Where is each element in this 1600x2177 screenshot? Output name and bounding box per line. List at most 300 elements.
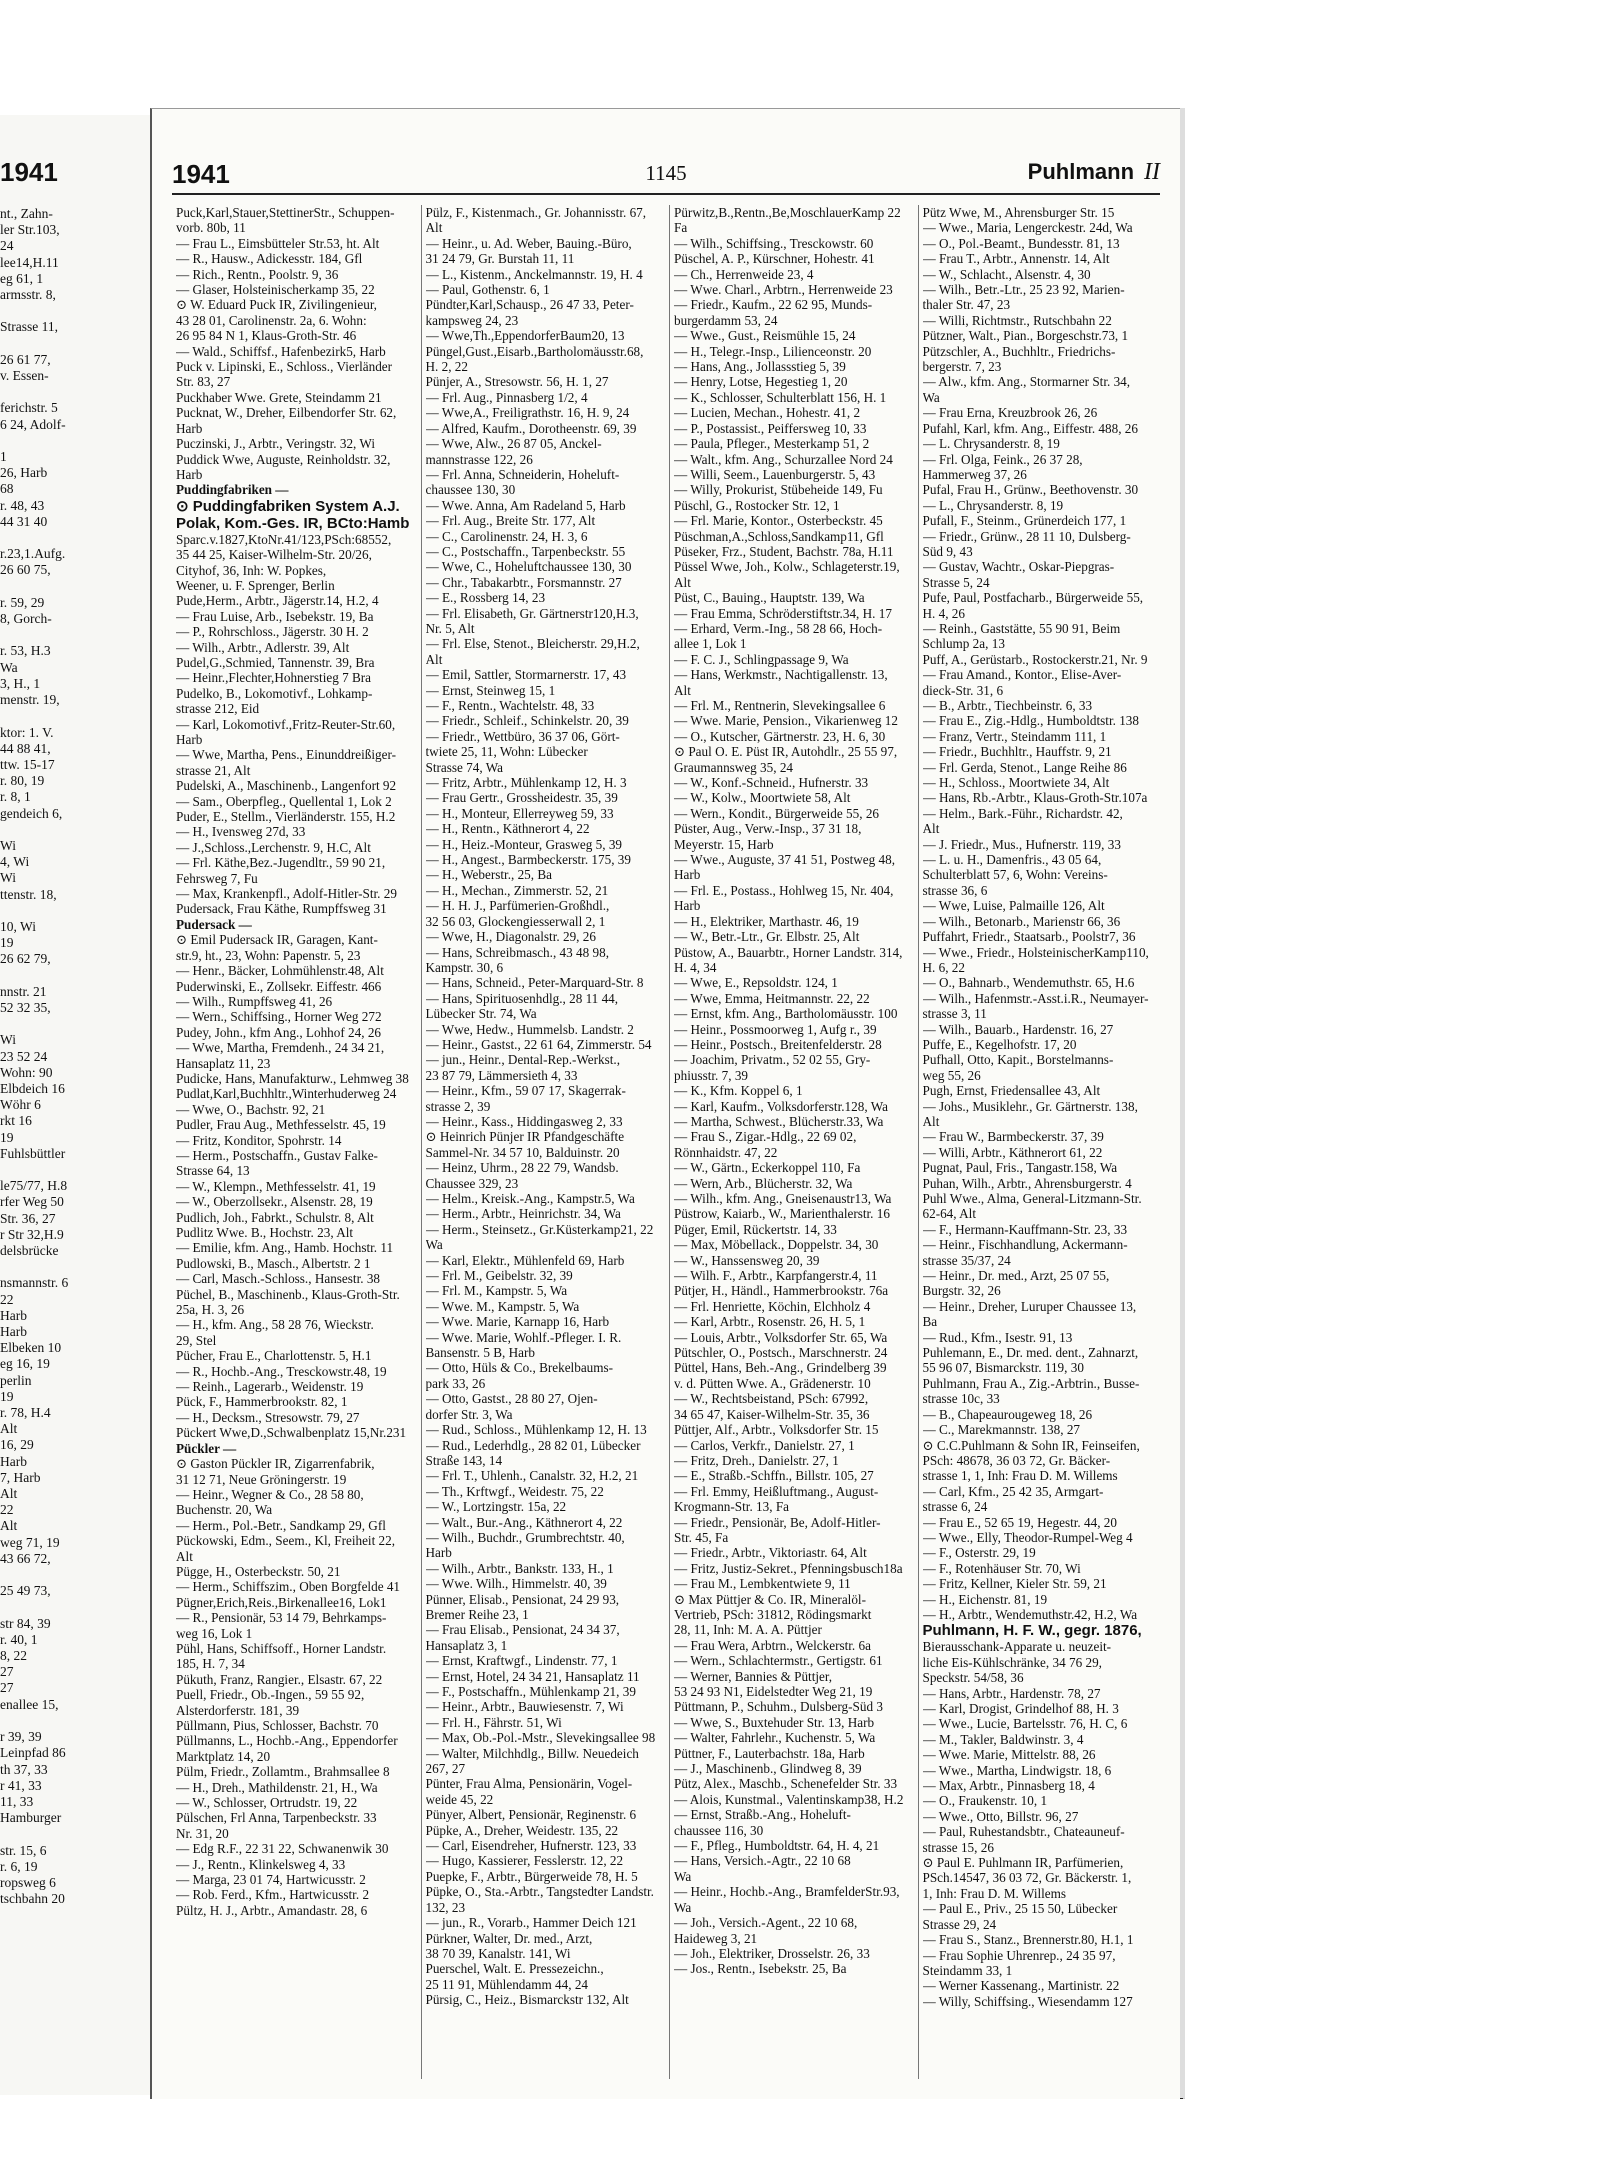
directory-entry: weg 55, 26 — [922, 1067, 981, 1083]
directory-entry: — Wilh., Betr.-Ltr., 25 23 92, Marien- — [922, 282, 1125, 298]
directory-entry: Pürkner, Walter, Dr. med., Arzt, — [425, 1930, 593, 1946]
directory-entry: Püger, Emil, Rückertstr. 14, 33 — [674, 1221, 837, 1237]
directory-entry: — R., Hausw., Adickesstr. 184, Gfl — [176, 251, 363, 267]
directory-entry: — Chr., Tabakarbtr., Forsmannstr. 27 — [425, 574, 622, 590]
directory-entry: — B., Arbtr., Tiechbeinstr. 6, 33 — [922, 698, 1093, 713]
directory-entry: PSch.14547, 36 03 72, Gr. Bäckerstr. 1, — [922, 1870, 1132, 1886]
page-number: 1145 — [645, 161, 687, 185]
fragment-line: r. 80, 19 — [0, 773, 45, 789]
directory-entry: — Frau Erna, Kreuzbrook 26, 26 — [922, 405, 1098, 421]
directory-entry: — L. u. H., Damenfris., 43 05 64, — [922, 852, 1102, 868]
column-4 — [918, 205, 1167, 2079]
fragment-line: r. 53, H.3 — [0, 643, 51, 659]
directory-entry: — Heinr., Possmoorweg 1, Aufg r., 39 — [674, 1021, 877, 1037]
directory-entry: — Wwe., Otto, Billstr. 96, 27 — [922, 1808, 1079, 1824]
directory-entry: — B., Chapeaurougeweg 18, 26 — [922, 1406, 1093, 1422]
directory-entry: strasse 212, Eid — [176, 701, 260, 717]
fragment-line: r 41, 33 — [0, 1777, 42, 1793]
directory-entry: — W., Kolw., Moortwiete 58, Alt — [674, 790, 851, 806]
fragment-line: 11, 33 — [0, 1793, 34, 1809]
directory-entry: — H., kfm. Ang., 58 28 76, Wieckstr. — [176, 1317, 374, 1333]
directory-entry: — H., Telegr.-Insp., Lilienceonstr. 20 — [674, 343, 872, 359]
directory-entry: — Hans, Rb.-Arbtr., Klaus-Groth-Str.107a — [922, 790, 1148, 806]
directory-entry: — C., Marekmannstr. 138, 27 — [922, 1422, 1081, 1438]
directory-entry: Püpke, O., Sta.-Arbtr., Tangstedter Landstr. — [425, 1884, 654, 1900]
directory-entry: Pügge, H., Osterbeckstr. 50, 21 — [176, 1563, 341, 1579]
directory-entry: Puerschel, Walt. E. Pressezeichn., — [425, 1961, 604, 1977]
directory-entry: Puczinski, J., Arbtr., Veringstr. 32, Wi — [176, 436, 375, 452]
directory-entry: — Heinr., Gastst., 22 61 64, Zimmerstr. 54 — [425, 1036, 652, 1052]
directory-entry: — Frau W., Barmbeckerstr. 37, 39 — [922, 1129, 1104, 1145]
directory-entry: — Wwe. Marie, Karnapp 16, Harb — [425, 1314, 610, 1330]
directory-entry: Ba — [922, 1314, 938, 1330]
directory-entry: Lübecker Str. 74, Wa — [425, 1006, 537, 1022]
directory-entry: — Ernst, Straßb.-Ang., Hoheluft- — [674, 1807, 851, 1823]
directory-entry: Sammel-Nr. 34 57 10, Balduinstr. 20 — [425, 1144, 620, 1160]
fragment-line: 7, Harb — [0, 1469, 41, 1485]
directory-entry: ⊙ W. Eduard Puck IR, Zivilingenieur, — [176, 297, 377, 313]
directory-entry: Pürwitz,B.,Rentn.,Be,MoschlauerKamp 22 — [674, 205, 901, 220]
directory-entry: 32 56 03, Glockengiesserwall 2, 1 — [425, 913, 606, 929]
directory-entry: — Wwe, Hedw., Hummelsb. Landstr. 2 — [425, 1021, 634, 1037]
directory-entry: Pück, F., Hammerbrookstr. 82, 1 — [176, 1394, 348, 1410]
directory-entry: — O., Pol.-Beamt., Bundesstr. 81, 13 — [922, 235, 1120, 251]
column-2 — [421, 205, 670, 2079]
directory-entry: Püschl, G., Rostocker Str. 12, 1 — [674, 497, 840, 513]
fragment-line: 27 — [0, 1680, 14, 1696]
directory-entry: — Wwe. Marie, Mittelstr. 88, 26 — [922, 1747, 1096, 1763]
directory-entry: — Herm., Schiffszim., Oben Borgfelde 41 — [176, 1579, 401, 1595]
directory-entry: Pugh, Ernst, Friedensallee 43, Alt — [922, 1083, 1101, 1099]
fragment-line — [0, 968, 158, 984]
fragment-line: ttw. 15-17 — [0, 756, 55, 772]
fragment-line: Alt — [0, 1518, 18, 1534]
directory-entry: — Frau E., Zig.-Hdlg., Humboldtstr. 138 — [922, 713, 1139, 729]
directory-entry: — Fritz, Justiz-Sekret., Pfenningsbusch18a — [674, 1560, 903, 1576]
directory-entry: Pütjer, H., Händl., Hammerbrookstr. 76a — [674, 1283, 889, 1299]
directory-entry: Alt — [674, 682, 691, 698]
directory-entry: Pülm, Friedr., Zollamtm., Brahmsallee 8 — [176, 1764, 390, 1780]
fragment-line — [0, 303, 158, 319]
directory-entry: — Edg R.F., 22 31 22, Schwanenwik 30 — [176, 1841, 389, 1857]
directory-page — [150, 108, 1183, 2099]
directory-entry: Meyerstr. 15, Harb — [674, 836, 774, 852]
directory-entry: — Frau E., 52 65 19, Hegestr. 44, 20 — [922, 1514, 1117, 1530]
directory-entry: — Paul, Gothenstr. 6, 1 — [425, 282, 550, 298]
directory-entry: Str. 83, 27 — [176, 374, 231, 390]
directory-entry: — Helm., Kreisk.-Ang., Kampstr.5, Wa — [425, 1191, 635, 1206]
fragment-line: 27 — [0, 1664, 14, 1680]
directory-entry: — Friedr., Wettbüro, 36 37 06, Gört- — [425, 728, 620, 744]
directory-entry: liche Eis-Kühlschränke, 34 76 29, — [922, 1654, 1102, 1670]
fragment-line: 26 62 79, — [0, 951, 51, 967]
directory-entry: — Wwe., Auguste, 37 41 51, Postweg 48, — [674, 852, 896, 868]
fragment-line: 23 52 24 — [0, 1048, 48, 1064]
directory-entry: — Karl, Drogist, Grindelhof 88, H. 3 — [922, 1701, 1119, 1716]
fragment-line: nsmannstr. 6 — [0, 1275, 69, 1291]
directory-entry: — Paul E., Priv., 25 15 50, Lübecker — [922, 1901, 1118, 1917]
directory-entry: thaler Str. 47, 23 — [922, 297, 1011, 313]
directory-entry: Pudicke, Hans, Manufakturw., Lehmweg 38 — [176, 1070, 409, 1086]
entry-columns — [172, 205, 1166, 2079]
directory-entry: — W., Schlosser, Ortrudstr. 19, 22 — [176, 1795, 358, 1811]
fragment-line: Wa — [0, 659, 18, 675]
directory-entry: — Wwe. Marie, Pension., Vikarienweg 12 — [674, 713, 898, 729]
directory-entry: — Frau Amand., Kontor., Elise-Aver- — [922, 667, 1122, 683]
directory-entry: — Reinh., Gaststätte, 55 90 91, Beim — [922, 620, 1121, 636]
fragment-line: 22 — [0, 1502, 14, 1518]
directory-entry: Schlump 2a, 13 — [922, 636, 1005, 652]
directory-entry: — Frl. Aug., Breite Str. 177, Alt — [425, 513, 596, 529]
directory-entry: — Frau S., Zigar.-Hdlg., 22 69 02, — [674, 1129, 857, 1145]
directory-entry: Straße 143, 14 — [425, 1452, 503, 1468]
directory-entry: — Herm., Arbtr., Heinrichstr. 34, Wa — [425, 1206, 621, 1222]
directory-entry: — Rud., Schloss., Mühlenkamp 12, H. 13 — [425, 1422, 647, 1438]
fragment-line: r. 8, 1 — [0, 789, 31, 805]
directory-entry: Wa — [425, 1237, 443, 1253]
fragment-line: th 37, 33 — [0, 1761, 48, 1777]
directory-entry: Pünter, Frau Alma, Pensionärin, Vogel- — [425, 1776, 633, 1792]
directory-entry: — Willi, Richtmstr., Rutschbahn 22 — [922, 312, 1112, 328]
directory-entry: chaussee 130, 30 — [425, 482, 516, 498]
directory-entry: — Frl. Anna, Schneiderin, Hoheluft- — [425, 466, 620, 482]
directory-entry: — Ch., Herrenweide 23, 4 — [674, 266, 814, 282]
directory-entry: Harb — [674, 898, 701, 914]
fragment-line: delsbrücke — [0, 1243, 59, 1258]
directory-entry: Pufall, F., Steinm., Grünerdeich 177, 1 — [922, 513, 1127, 529]
directory-entry: Püschel, A. P., Kürschner, Hohestr. 41 — [674, 251, 875, 267]
directory-entry: — Heinr., Arbtr., Bauwiesenstr. 7, Wi — [425, 1699, 624, 1715]
directory-entry: — Carl, Kfm., 25 42 35, Armgart- — [922, 1483, 1104, 1499]
fragment-line: 19 — [0, 935, 14, 951]
directory-entry: — F., Osterstr. 29, 19 — [922, 1545, 1036, 1561]
directory-entry: — Wald., Schiffsf., Hafenbezirk5, Harb — [176, 343, 386, 359]
fragment-line: Wi — [0, 1032, 16, 1048]
directory-entry: — H., Elektriker, Marthastr. 46, 19 — [674, 913, 859, 929]
fragment-line: Alt — [0, 1421, 18, 1437]
directory-entry: — E., Rossberg 14, 23 — [425, 590, 546, 606]
directory-entry: — H., Monteur, Ellerreyweg 59, 33 — [425, 805, 614, 821]
directory-entry: 29, Stel — [176, 1332, 217, 1348]
directory-entry: Pündter,Karl,Schausp., 26 47 33, Peter- — [425, 297, 634, 313]
directory-entry: — Frl. Emmy, Heißluftmang., August- — [674, 1483, 879, 1499]
directory-entry: Püngel,Gust.,Eisarb.,Bartholomäusstr.68, — [425, 343, 644, 359]
directory-entry: — Heinr., Hochb.-Ang., BramfelderStr.93, — [674, 1884, 900, 1900]
directory-entry: — Frau L., Eimsbütteler Str.53, ht. Alt — [176, 235, 380, 251]
directory-entry: — Heinr., Fischhandlung, Ackermann- — [922, 1237, 1128, 1253]
directory-entry: — Frau M., Lembkentwiete 9, 11 — [674, 1576, 851, 1592]
fragment-line: Harb — [0, 1307, 27, 1323]
fragment-line: gendeich 6, — [0, 805, 63, 821]
directory-entry: PSch: 48678, 36 03 72, Gr. Bäcker- — [922, 1452, 1111, 1468]
directory-entry: — W., Lortzingstr. 15a, 22 — [425, 1499, 567, 1515]
directory-entry: Pütz Wwe, M., Ahrensburger Str. 15 — [922, 205, 1115, 220]
directory-entry: — F., Pfleg., Humboldtstr. 64, H. 4, 21 — [674, 1838, 880, 1854]
fragment-line — [0, 1599, 158, 1615]
directory-entry: H. 4, 26 — [922, 605, 965, 621]
directory-entry: — F., Rentn., Wachtelstr. 48, 33 — [425, 698, 595, 713]
directory-entry: — Frl. M., Rentnerin, Slevekingsallee 6 — [674, 698, 886, 713]
directory-entry: — Walt., Bur.-Ang., Käthnerort 4, 22 — [425, 1514, 623, 1530]
directory-entry: — Louis, Arbtr., Volksdorfer Str. 65, Wa — [674, 1329, 888, 1345]
directory-entry: — H., Decksm., Stresowstr. 79, 27 — [176, 1409, 360, 1425]
directory-entry: — Wwe, Luise, Palmaille 126, Alt — [922, 898, 1105, 914]
directory-entry: Püttmann, P., Schuhm., Dulsberg-Süd 3 — [674, 1699, 883, 1715]
directory-entry: Püpke, A., Dreher, Weidestr. 135, 22 — [425, 1822, 619, 1838]
directory-entry: — Emilie, kfm. Ang., Hamb. Hochstr. 11 — [176, 1240, 394, 1256]
directory-entry: Pückowski, Edm., Seem., Kl, Freiheit 22, — [176, 1533, 396, 1549]
directory-entry: — H., Rentn., Käthnerort 4, 22 — [425, 821, 590, 837]
directory-entry: — Carl, Eisendreher, Hufnerstr. 123, 33 — [425, 1838, 637, 1854]
fragment-line: 52 32 35, — [0, 999, 51, 1015]
directory-entry: — H., Heiz.-Monteur, Grasweg 5, 39 — [425, 836, 623, 852]
directory-entry: — Fritz, Konditor, Spohrstr. 14 — [176, 1132, 342, 1148]
directory-entry: — Karl, Lokomotivf.,Fritz-Reuter-Str.60, — [176, 716, 396, 732]
directory-entry: — Wwe, Martha, Pens., Einunddreißiger- — [176, 747, 396, 763]
directory-entry: — Wwe, O., Bachstr. 92, 21 — [176, 1101, 326, 1117]
fragment-line: 8, Gorch- — [0, 611, 52, 627]
directory-entry: Nr. 5, Alt — [425, 620, 475, 636]
column-1 — [172, 205, 421, 2079]
fragment-line: str. 15, 6 — [0, 1842, 47, 1858]
fragment-line: r. 59, 29 — [0, 594, 45, 610]
directory-entry: strasse 3, 11 — [922, 1006, 987, 1022]
directory-entry: — Carl, Masch.-Schloss., Hansestr. 38 — [176, 1271, 381, 1287]
directory-entry: Pufal, Frau H., Grünw., Beethovenstr. 30 — [922, 482, 1139, 498]
directory-entry: — W., Rechtsbeistand, PSch: 67992, — [674, 1391, 869, 1407]
directory-entry: Pützschler, A., Buchhltr., Friedrichs- — [922, 343, 1116, 359]
directory-entry: Puddingfabriken — — [176, 482, 289, 498]
directory-entry: — Wwe. Anna, Am Radeland 5, Harb — [425, 497, 626, 513]
directory-entry: Pufahl, Karl, kfm. Ang., Eiffestr. 488, 26 — [922, 420, 1138, 436]
directory-entry: — Gustav, Wachtr., Oskar-Piepgras- — [922, 559, 1115, 575]
directory-entry: — Fritz, Dreh., Danielstr. 27, 1 — [674, 1452, 839, 1468]
directory-entry: — Wilh., kfm. Ang., Gneisenaustr13, Wa — [674, 1191, 892, 1206]
directory-entry: Pudelski, A., Maschinenb., Langenfort 92 — [176, 778, 397, 794]
directory-entry: — Frau Sophie Uhrenrep., 24 35 97, — [922, 1947, 1116, 1963]
directory-entry: ⊙ Emil Pudersack IR, Garagen, Kant- — [176, 932, 378, 948]
directory-entry: — Frl. Henriette, Köchin, Elchholz 4 — [674, 1298, 871, 1314]
fragment-line — [0, 1162, 158, 1178]
directory-entry: — Wilh., Schiffsing., Tresckowstr. 60 — [674, 235, 874, 251]
fragment-line: ropsweg 6 — [0, 1874, 56, 1890]
fragment-line: perlin — [0, 1372, 32, 1388]
directory-entry: Wa — [674, 1899, 692, 1915]
directory-entry: ⊙ Gaston Pückler IR, Zigarrenfabrik, — [176, 1456, 375, 1472]
fragment-line: 26 61 77, — [0, 351, 51, 367]
fragment-line: 19 — [0, 1129, 14, 1145]
directory-entry: Pütschler, O., Postsch., Marschnerstr. 24 — [674, 1345, 888, 1361]
directory-entry: Harb — [425, 1545, 452, 1561]
directory-entry: — H., Arbtr., Wendemuthstr.42, H.2, Wa — [922, 1606, 1138, 1622]
directory-entry: Alt — [176, 1548, 193, 1564]
directory-entry: Pudersack — — [176, 916, 252, 932]
fragment-line — [0, 1259, 158, 1275]
directory-entry: Puck v. Lipinski, E., Schloss., Vierländer — [176, 359, 393, 375]
directory-entry: — Paul, Ruhestandsbtr., Chateauneuf- — [922, 1824, 1125, 1840]
fragment-line: armsstr. 8, — [0, 287, 56, 303]
column-3 — [669, 205, 918, 2079]
directory-entry: — Friedr., Buchhltr., Hauffstr. 9, 21 — [922, 744, 1112, 760]
directory-entry: kampsweg 24, 23 — [425, 312, 519, 328]
directory-entry: Pufe, Paul, Postfacharb., Bürgerweide 55, — [922, 590, 1144, 606]
directory-entry: strasse 21, Alt — [176, 762, 251, 778]
directory-entry: Puhlmann, H. F. W., gegr. 1876, — [922, 1622, 1142, 1640]
directory-entry: Püttjer, Alf., Arbtr., Volksdorfer Str. 15 — [674, 1422, 879, 1438]
directory-entry: 28, 11, Inh: M. A. A. Püttjer — [674, 1622, 822, 1638]
fragment-line — [0, 1567, 158, 1583]
directory-entry: weide 45, 22 — [425, 1791, 494, 1807]
directory-entry: — Wilh., Arbtr., Bankstr. 133, H., 1 — [425, 1560, 614, 1576]
directory-entry: Fehrsweg 7, Fu — [176, 870, 258, 886]
directory-entry: — P., Postassist., Peiffersweg 10, 33 — [674, 420, 867, 436]
directory-entry: Pudersack, Frau Käthe, Rumpffsweg 31 — [176, 901, 387, 917]
directory-entry: Sparc.v.1827,KtoNr.41/123,PSch:68552, — [176, 531, 392, 547]
directory-entry: Puder, E., Stellm., Vierländerstr. 155, H.2 — [176, 809, 396, 825]
directory-entry: — Friedr., Schleif., Schinkelstr. 20, 39 — [425, 713, 629, 729]
directory-entry: v. d. Pütten Wwe. A., Grädenerstr. 10 — [674, 1375, 871, 1391]
directory-entry: — Frau Luise, Arb., Isebekstr. 19, Ba — [176, 608, 374, 624]
directory-entry: — O., Bahnarb., Wendemuthstr. 65, H.6 — [922, 975, 1135, 991]
fragment-line — [0, 708, 158, 724]
directory-entry: Graumannsweg 35, 24 — [674, 759, 794, 775]
directory-entry: — Wwe,Th.,EppendorferBaum20, 13 — [425, 328, 625, 344]
fragment-line: str 84, 39 — [0, 1615, 51, 1631]
directory-entry: Puckhaber Wwe. Grete, Steindamm 21 — [176, 389, 382, 405]
directory-entry: — Friedr., Kaufm., 22 62 95, Munds- — [674, 297, 873, 313]
directory-entry: — Willi, Seem., Lauenburgerstr. 5, 43 — [674, 466, 876, 482]
directory-entry: Pudey, John., kfm Ang., Lohhof 24, 26 — [176, 1024, 382, 1040]
directory-entry: — Frl. M., Kampstr. 5, Wa — [425, 1283, 568, 1299]
directory-entry: Kampstr. 30, 6 — [425, 959, 504, 975]
fragment-line: Elbdeich 16 — [0, 1080, 65, 1096]
directory-entry: — Sam., Oberpfleg., Quellental 1, Lok 2 — [176, 793, 392, 809]
directory-entry: 53 24 93 N1, Eidelstedter Weg 21, 19 — [674, 1684, 873, 1699]
directory-entry: — Wwe. Marie, Wohlf.-Pfleger. I. R. — [425, 1329, 622, 1345]
directory-entry: Puff, A., Gerüstarb., Rostockerstr.21, Nr. 9 — [922, 651, 1148, 667]
directory-entry: — Wwe., Friedr., HolsteinischerKamp110, — [922, 944, 1149, 960]
directory-entry: — J.,Schloss.,Lerchenstr. 9, H.C, Alt — [176, 839, 371, 855]
directory-entry: strasse 1, 1, Inh: Frau D. M. Willems — [922, 1468, 1118, 1484]
fragment-line: ferichstr. 5 — [0, 400, 58, 416]
directory-entry: — Walter, Milchhdlg., Billw. Neuedeich — [425, 1745, 639, 1761]
directory-entry: — H., Weberstr., 25, Ba — [425, 867, 553, 883]
fragment-line: tschbahn 20 — [0, 1891, 65, 1907]
fragment-line: 68 — [0, 481, 14, 497]
directory-entry: park 33, 26 — [425, 1375, 486, 1391]
directory-entry: Pudelko, B., Lokomotivf., Lohkamp- — [176, 685, 373, 701]
directory-entry: — C., Postschaffn., Tarpenbeckstr. 55 — [425, 543, 626, 559]
directory-entry: — Fritz, Kellner, Kieler Str. 59, 21 — [922, 1576, 1107, 1592]
directory-entry: Pünyer, Albert, Pensionär, Reginenstr. 6 — [425, 1807, 637, 1823]
fragment-line: 6 24, Adolf- — [0, 416, 66, 432]
directory-entry: H. 4, 34 — [674, 959, 717, 975]
directory-entry: — Herm., Steinsetz., Gr.Küsterkamp21, 22 — [425, 1221, 654, 1237]
directory-entry: — Wwe., Gust., Reismühle 15, 24 — [674, 328, 856, 344]
directory-entry: — Glaser, Holsteinischerkamp 35, 22 — [176, 282, 375, 298]
directory-entry: Püchel, B., Maschinenb., Klaus-Groth-Str. — [176, 1286, 400, 1302]
directory-entry: 38 70 39, Kanalstr. 141, Wi — [425, 1945, 571, 1961]
directory-entry: — Frl. Käthe,Bez.-Jugendltr., 59 90 21, — [176, 855, 386, 871]
directory-entry: Pünjer, A., Stresowstr. 56, H. 1, 27 — [425, 374, 609, 390]
directory-entry: — Otto, Gastst., 28 80 27, Ojen- — [425, 1391, 598, 1407]
directory-entry: Hansaplatz 3, 1 — [425, 1637, 508, 1653]
directory-entry: Pürsig, C., Heiz., Bismarckstr 132, Alt — [425, 1992, 629, 2008]
fragment-line: 1 — [0, 449, 7, 465]
fragment-line — [0, 384, 158, 400]
directory-entry: 34 65 47, Kaiser-Wilhelm-Str. 35, 36 — [674, 1406, 870, 1422]
fragment-line: rkt 16 — [0, 1113, 32, 1129]
directory-entry: Pünner, Elisab., Pensionat, 24 29 93, — [425, 1591, 620, 1607]
directory-entry: Strasse 29, 24 — [922, 1916, 997, 1932]
directory-entry: — E., Straßb.-Schffn., Billstr. 105, 27 — [674, 1468, 874, 1484]
fragment-line: le75/77, H.8 — [0, 1178, 68, 1194]
directory-entry: Puffe, E., Kegelhofstr. 17, 20 — [922, 1036, 1077, 1052]
directory-entry: — O., Fraukenstr. 10, 1 — [922, 1793, 1048, 1809]
directory-entry: Pudlitz Wwe. B., Hochstr. 23, Alt — [176, 1225, 354, 1240]
directory-entry: Pützner, Walt., Pian., Borgeschstr.73, 1 — [922, 328, 1129, 344]
fragment-line: 24 — [0, 238, 14, 254]
directory-entry: — Erhard, Verm.-Ing., 58 28 66, Hoch- — [674, 620, 883, 636]
directory-entry: — Willi, Arbtr., Käthnerort 61, 22 — [922, 1144, 1103, 1160]
directory-entry: — R., Hochb.-Ang., Tresckowstr.48, 19 — [176, 1363, 387, 1379]
directory-entry: Püster, Aug., Verw.-Insp., 37 31 18, — [674, 821, 862, 837]
directory-entry: — K., Kfm. Koppel 6, 1 — [674, 1083, 803, 1099]
directory-entry: Pudlowski, B., Masch., Albertstr. 2 1 — [176, 1255, 371, 1271]
directory-entry: — P., Rohrschloss., Jägerstr. 30 H. 2 — [176, 624, 369, 640]
directory-entry: — J., Rentn., Klinkelsweg 4, 33 — [176, 1856, 346, 1872]
directory-entry: — Wilh., Buchdr., Grumbrechtstr. 40, — [425, 1529, 625, 1545]
directory-entry: — Wwe., Elly, Theodor-Rumpel-Weg 4 — [922, 1529, 1133, 1545]
directory-entry: Pudel,G.,Schmied, Tannenstr. 39, Bra — [176, 654, 375, 670]
directory-entry: — Hans, Versich.-Agtr., 22 10 68 — [674, 1853, 851, 1869]
fragment-line: Harb — [0, 1453, 27, 1469]
fragment-line: nt., Zahn- — [0, 206, 53, 221]
directory-entry: Harb — [176, 466, 203, 482]
fragment-line: 43 66 72, — [0, 1550, 51, 1566]
directory-entry: — Frl. H., Fährstr. 51, Wi — [425, 1714, 562, 1730]
directory-entry: — Paula, Pfleger., Mesterkamp 51, 2 — [674, 436, 870, 452]
left-page-text — [0, 206, 158, 1907]
directory-entry: ⊙ C.C.Puhlmann & Sohn IR, Feinseifen, — [922, 1437, 1140, 1453]
directory-entry: — W., Klempn., Methfesselstr. 41, 19 — [176, 1178, 376, 1194]
directory-entry: — Herm., Pol.-Betr., Sandkamp 29, Gfl — [176, 1517, 386, 1533]
directory-entry: Strasse 64, 13 — [176, 1163, 250, 1179]
fragment-line: Strasse 11, — [0, 319, 58, 335]
directory-entry: — Wilh., Arbtr., Adlerstr. 39, Alt — [176, 639, 350, 655]
left-page-year: 1941 — [0, 157, 58, 187]
directory-entry: — Rob. Ferd., Kfm., Hartwicusstr. 2 — [176, 1887, 370, 1903]
directory-entry: mannstrasse 122, 26 — [425, 451, 533, 467]
left-page-fragment — [0, 115, 160, 2095]
fragment-line: Alt — [0, 1486, 18, 1502]
directory-entry: Vertrieb, PSch: 31812, Rödingsmarkt — [674, 1606, 872, 1622]
directory-entry: — Heinr., Dr. med., Arzt, 25 07 55, — [922, 1268, 1110, 1284]
header-year: 1941 — [172, 159, 230, 189]
directory-entry: 55 96 07, Bismarckstr. 119, 30 — [922, 1360, 1084, 1376]
directory-entry: — H., Mechan., Zimmerstr. 52, 21 — [425, 882, 609, 898]
directory-entry: — Herm., Postschaffn., Gustav Falke- — [176, 1147, 378, 1163]
directory-entry: — Wwe, Martha, Fremdenh., 24 34 21, — [176, 1040, 385, 1056]
directory-entry: Fa — [674, 220, 688, 236]
directory-entry: Puhlemann, E., Dr. med. dent., Zahnarzt, — [922, 1345, 1139, 1361]
directory-entry: Strasse 5, 24 — [922, 574, 990, 590]
directory-entry: — Hans, Schneid., Peter-Marquard-Str. 8 — [425, 975, 644, 991]
fragment-line: 26, Harb — [0, 465, 48, 481]
directory-entry: Püllmann, Pius, Schlosser, Bachstr. 70 — [176, 1718, 379, 1733]
directory-entry: 132, 23 — [425, 1899, 466, 1915]
directory-entry: strasse 35/37, 24 — [922, 1252, 1011, 1268]
